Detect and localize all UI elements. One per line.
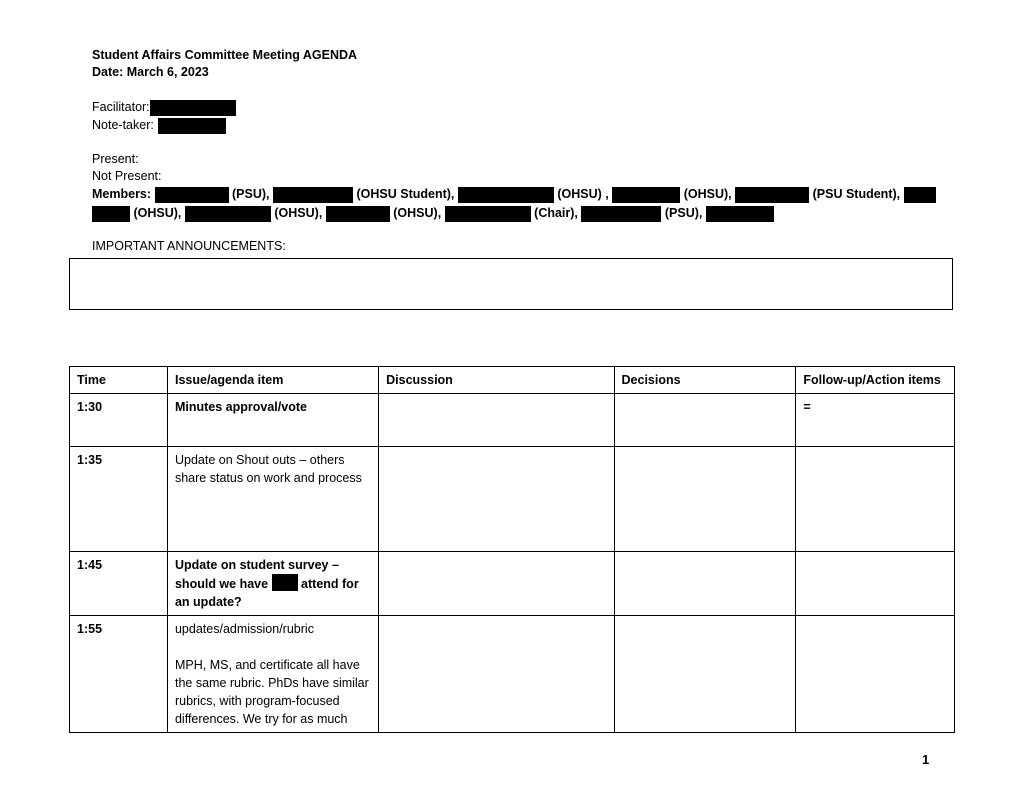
notetaker-label: Note-taker: <box>92 118 154 132</box>
row-discussion <box>379 552 614 616</box>
agenda-table <box>69 366 955 733</box>
announcements-label: IMPORTANT ANNOUNCEMENTS: <box>92 239 286 253</box>
redaction-block <box>158 118 226 134</box>
redaction-block <box>735 187 809 203</box>
issue-detail: MPH, MS, and certificate all have the same rubric. PhDs have similar rubrics, with program-focused differences. We try for as much <box>174 658 369 726</box>
table-row <box>70 616 955 733</box>
table-header-row <box>70 367 955 394</box>
row-time: 1:55 <box>70 616 168 733</box>
redaction-block <box>706 206 774 222</box>
row-time: 1:30 <box>70 394 168 447</box>
row-issue: Update on Shout outs – others share status on work and process <box>167 447 378 552</box>
redaction-block <box>92 206 130 222</box>
row-issue <box>167 616 378 733</box>
facilitator-label: Facilitator: <box>92 100 150 114</box>
member-affiliation: (OHSU) , <box>557 187 609 201</box>
redaction-block <box>155 187 229 203</box>
member-affiliation: (PSU), <box>232 187 270 201</box>
redaction-block <box>272 574 298 591</box>
redaction-block <box>273 187 353 203</box>
members-line-2 <box>92 204 774 222</box>
column-header-decisions: Decisions <box>614 367 796 394</box>
redaction-block <box>904 187 936 203</box>
row-time: 1:45 <box>70 552 168 616</box>
column-header-issue: Issue/agenda item <box>167 367 378 394</box>
row-followup <box>796 616 955 733</box>
table-row <box>70 447 955 552</box>
facilitator-line <box>92 99 236 116</box>
document-title: Student Affairs Committee Meeting AGENDA <box>92 48 358 62</box>
column-header-time: Time <box>70 367 168 394</box>
member-affiliation: (OHSU), <box>133 206 182 220</box>
row-decisions <box>614 394 796 447</box>
row-discussion <box>379 616 614 733</box>
row-followup <box>796 552 955 616</box>
row-issue: Minutes approval/vote <box>167 394 378 447</box>
not-present-label: Not Present: <box>92 169 162 183</box>
present-label: Present: <box>92 152 139 166</box>
member-affiliation: (PSU Student), <box>812 187 901 201</box>
issue-title: updates/admission/rubric <box>174 622 314 636</box>
redaction-block <box>326 206 390 222</box>
issue-text-part1: Update on student survey – should we have <box>174 558 339 591</box>
redaction-block <box>612 187 680 203</box>
issue-text-part2: attend for an update? <box>174 577 359 609</box>
member-affiliation: (OHSU), <box>274 206 323 220</box>
meeting-date: Date: March 6, 2023 <box>92 65 209 79</box>
redaction-block <box>185 206 271 222</box>
row-decisions <box>614 616 796 733</box>
table-row <box>70 394 955 447</box>
member-affiliation: (PSU), <box>664 206 703 220</box>
member-affiliation: (OHSU), <box>683 187 732 201</box>
redaction-block <box>458 187 554 203</box>
row-discussion <box>379 394 614 447</box>
column-header-discussion: Discussion <box>379 367 614 394</box>
row-decisions <box>614 552 796 616</box>
redaction-block <box>445 206 531 222</box>
members-line-1 <box>92 185 936 203</box>
member-affiliation: (OHSU Student), <box>356 187 455 201</box>
redaction-block <box>581 206 661 222</box>
row-followup: = <box>796 394 955 447</box>
row-followup <box>796 447 955 552</box>
members-label: Members: <box>92 187 152 201</box>
redaction-block <box>150 100 236 116</box>
row-issue <box>167 552 378 616</box>
table-row <box>70 552 955 616</box>
announcements-box <box>69 258 953 310</box>
member-affiliation: (OHSU), <box>393 206 442 220</box>
row-time: 1:35 <box>70 447 168 552</box>
notetaker-line <box>92 117 226 134</box>
page-number: 1 <box>922 752 930 767</box>
row-decisions <box>614 447 796 552</box>
row-discussion <box>379 447 614 552</box>
column-header-followup: Follow-up/Action items <box>796 367 955 394</box>
member-affiliation: (Chair), <box>534 206 578 220</box>
